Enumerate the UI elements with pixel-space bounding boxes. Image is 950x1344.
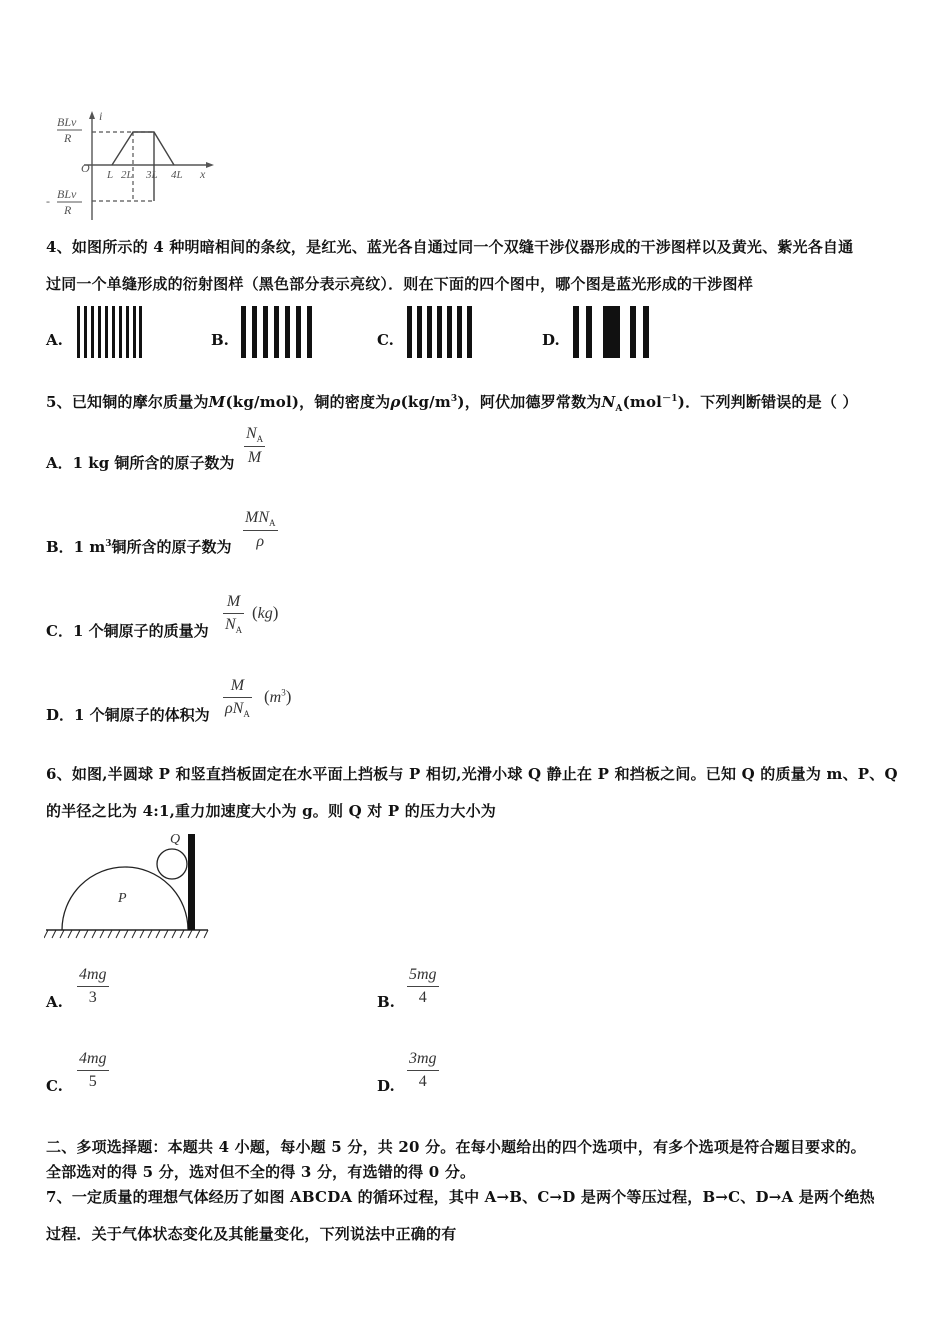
q5-option-d-unit: $(m^3)$ <box>264 687 292 706</box>
q7-stem-line2: 过程．关于气体状态变化及其能量变化，下列说法中正确的有 <box>46 1225 457 1243</box>
q5-option-d-fraction: M $\rho N_A$ <box>225 677 250 720</box>
q6-option-c-label[interactable]: C. <box>46 1077 63 1095</box>
q6-figure-p-label: P <box>118 891 127 906</box>
q6-option-b-fraction: 5mg 4 <box>409 966 437 1006</box>
q6-figure <box>44 826 212 944</box>
q6-option-a-label[interactable]: A. <box>46 993 63 1011</box>
graph-tick-1: L <box>107 169 114 181</box>
q4-option-a-label[interactable]: A. <box>46 331 63 349</box>
q5-option-c-unit: (kg) <box>252 603 279 622</box>
q4-pattern-b[interactable] <box>240 306 318 358</box>
q5-option-c-fraction: M $N_A$ <box>225 593 243 636</box>
graph-y-label: i <box>99 109 103 123</box>
q4-pattern-c[interactable] <box>406 306 478 358</box>
graph-bottom-den: R <box>64 203 72 217</box>
q6-option-d-fraction: 3mg 4 <box>409 1050 437 1090</box>
q6-stem-line1: 6、如图,半圆球 P 和竖直挡板固定在水平面上挡板与 P 相切,光滑小球 Q 静止在 P 和挡板之间。已知 Q 的质量为 m、P、Q <box>46 765 898 783</box>
graph-tick-2: 2L <box>121 169 133 181</box>
q5-option-a-fraction: $N_A$ M <box>246 425 264 467</box>
q4-option-d-label[interactable]: D. <box>542 331 560 349</box>
q5-option-d[interactable]: D．1 个铜原子的体积为 <box>46 706 210 724</box>
q6-stem-line2: 的半径之比为 4:1,重力加速度大小为 g。则 Q 对 P 的压力大小为 <box>46 802 497 820</box>
section2-header-line1: 二、多项选择题：本题共 4 小题，每小题 5 分，共 20 分。在每小题给出的四个选项中，有多个选项是符合题目要求的。 <box>46 1138 866 1156</box>
q5-option-c[interactable]: C．1 个铜原子的质量为 <box>46 622 209 640</box>
graph-tick-3: 3L <box>146 169 158 181</box>
graph-origin: O <box>81 161 90 175</box>
q6-figure-q-label: Q <box>170 832 181 847</box>
q7-stem-line1: 7、一定质量的理想气体经历了如图 ABCDA 的循环过程，其中 A→B、C→D 是两个等压过程，B→C、D→A 是两个绝热 <box>46 1188 875 1206</box>
q5-option-a[interactable]: A．1 kg 铜所含的原子数为 <box>46 454 235 472</box>
q4-pattern-d[interactable] <box>572 306 652 358</box>
q4-stem-line2: 过同一个单缝形成的衍射图样（黑色部分表示亮纹）．则在下面的四个图中，哪个图是蓝光形成的干涉图样 <box>46 275 753 293</box>
graph-bottom-num: BLv <box>57 187 77 201</box>
q4-stem-line1: 4、如图所示的 4 种明暗相间的条纹，是红光、蓝光各自通过同一个双缝干涉仪器形成的干涉图样以及黄光、紫光各自通 <box>46 238 854 256</box>
q5-option-b-fraction: $MN_A$ ρ <box>245 509 276 551</box>
q6-option-d-label[interactable]: D. <box>377 1077 395 1095</box>
q5-stem: 5、已知铜的摩尔质量为M(kg/mol)，铜的密度为$\rho(kg/m^3)$，阿伏加德罗常数为$N_A(mol^{-1})$．下列判断错误的是（ ） <box>46 393 858 414</box>
graph-x-label: x <box>200 167 206 181</box>
graph-bottom-minus: - <box>46 194 50 208</box>
q5-option-b[interactable]: B．1 $m^3$铜所含的原子数为 <box>46 538 232 556</box>
q4-option-b-label[interactable]: B. <box>211 331 229 349</box>
section2-header-line2: 全部选对的得 5 分，选对但不全的得 3 分，有选错的得 0 分。 <box>46 1163 476 1181</box>
graph-tick-4: 4L <box>171 169 183 181</box>
q4-pattern-a[interactable] <box>76 306 144 358</box>
q6-option-c-fraction: 4mg 5 <box>79 1050 107 1090</box>
graph-top-den: R <box>64 131 72 145</box>
q4-option-c-label[interactable]: C. <box>377 331 394 349</box>
graph-top-num: BLv <box>57 115 77 129</box>
q6-option-b-label[interactable]: B. <box>377 993 395 1011</box>
q6-option-a-fraction: 4mg 3 <box>79 966 107 1006</box>
current-graph <box>44 108 219 223</box>
